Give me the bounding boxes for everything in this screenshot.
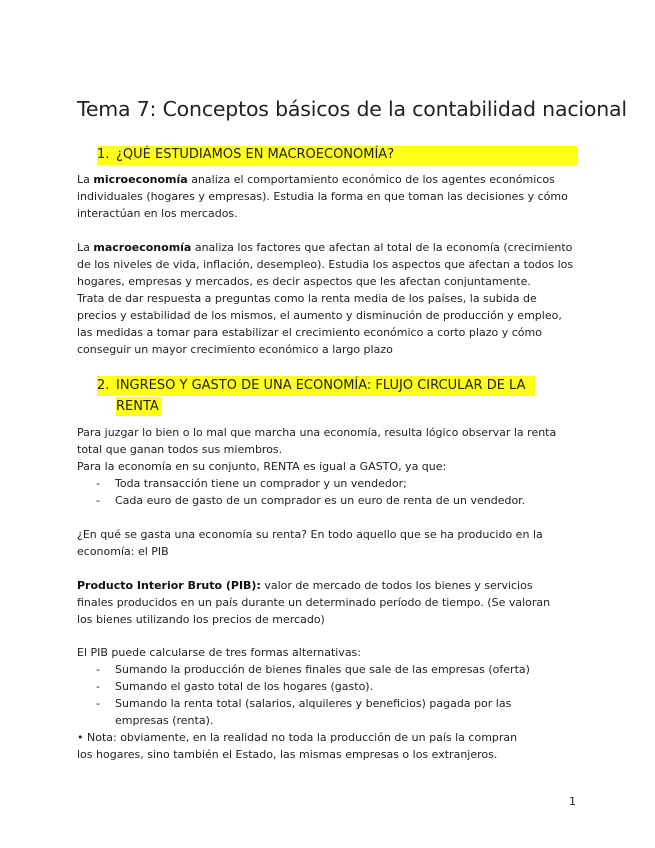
text: valor de mercado de todos los bienes y servicios — [260, 579, 533, 592]
document-title: Tema 7: Conceptos básicos de la contabilidad nacional — [77, 97, 627, 121]
section-2-heading — [97, 376, 537, 418]
dash-marker: - — [96, 477, 100, 490]
list-item-text: Sumando la producción de bienes finales que sale de las empresas (oferta) — [115, 663, 530, 676]
dash-marker: - — [96, 697, 100, 710]
text-line: El PIB puede calcularse de tres formas alternativas: — [77, 646, 361, 659]
dash-marker: - — [96, 680, 100, 693]
text-line: • Nota: obviamente, en la realidad no toda la producción de un país la compran — [77, 731, 518, 744]
list-item-text: Sumando la renta total (salarios, alquileres y beneficios) pagada por las — [115, 697, 512, 710]
text-line: total que ganan todos sus miembros. — [77, 443, 283, 456]
list-item-text: Cada euro de gasto de un comprador es un euro de renta de un vendedor. — [115, 494, 526, 507]
section-2-title-line-2: RENTA — [116, 399, 159, 414]
calc-intro — [77, 644, 587, 661]
section-1-title: ¿QUÉ ESTUDIAMOS EN MACROECONOMÍA? — [116, 147, 395, 162]
intro-paragraph — [77, 424, 587, 475]
section-2-title-line-1: INGRESO Y GASTO DE UNA ECONOMÍA: FLUJO CIRCULAR DE LA — [116, 378, 526, 393]
text-line: las medidas a tomar para estabilizar el crecimiento económico a corto plazo y cómo — [77, 326, 542, 339]
pib-definition — [77, 577, 587, 628]
text-line: los bienes utilizando los precios de mercado) — [77, 613, 325, 626]
section-1-heading — [97, 146, 578, 165]
micro-paragraph — [77, 171, 587, 222]
text-line: individuales (hogares y empresas). Estudia la forma en que toman las decisiones y cómo — [77, 190, 568, 203]
text-line: hogares, empresas y mercados, es decir aspectos que les afectan conjuntamente. — [77, 275, 531, 288]
term-pib: Producto Interior Bruto (PIB): — [77, 579, 261, 592]
text-line: Trata de dar respuesta a preguntas como la renta media de los países, la subida de — [77, 292, 537, 305]
text-line: Para la economía en su conjunto, RENTA es igual a GASTO, ya que: — [77, 460, 447, 473]
text: La — [77, 241, 94, 254]
text-line: economía: el PIB — [77, 545, 169, 558]
list-item-continuation: empresas (renta). — [115, 714, 214, 727]
text-line: de los niveles de vida, inflación, desempleo). Estudia los aspectos que afectan a todos los — [77, 258, 574, 271]
term-macroeconomia: macroeconomía — [93, 241, 192, 254]
text-line: interactúan en los mercados. — [77, 207, 238, 220]
section-1-number: 1. — [97, 147, 110, 162]
question-paragraph — [77, 526, 587, 560]
macro-paragraph — [77, 239, 587, 358]
list-item-text: Toda transacción tiene un comprador y un vendedor; — [115, 477, 407, 490]
text-line: ¿En qué se gasta una economía su renta? En todo aquello que se ha producido en la — [77, 528, 543, 541]
note-paragraph — [77, 729, 587, 763]
text: analiza los factores que afectan al total de la economía (crecimiento — [191, 241, 573, 254]
dash-marker: - — [96, 663, 100, 676]
text-line: los hogares, sino también el Estado, las mismas empresas o los extranjeros. — [77, 748, 498, 761]
page-number: 1 — [569, 795, 576, 808]
text: La — [77, 173, 94, 186]
term-microeconomia: microeconomía — [93, 173, 188, 186]
text-line: precios y estabilidad de los mismos, el aumento y disminución de producción y empleo, — [77, 309, 562, 322]
text-line: Para juzgar lo bien o lo mal que marcha una economía, resulta lógico observar la renta — [77, 426, 557, 439]
text-line: conseguir un mayor crecimiento económico a largo plazo — [77, 343, 393, 356]
dash-marker: - — [96, 494, 100, 507]
text-line: finales producidos en un país durante un determinado período de tiempo. (Se valoran — [77, 596, 551, 609]
list-item-text: Sumando el gasto total de los hogares (gasto). — [115, 680, 374, 693]
section-2-number: 2. — [97, 378, 110, 393]
text: analiza el comportamiento económico de los agentes económicos — [187, 173, 555, 186]
